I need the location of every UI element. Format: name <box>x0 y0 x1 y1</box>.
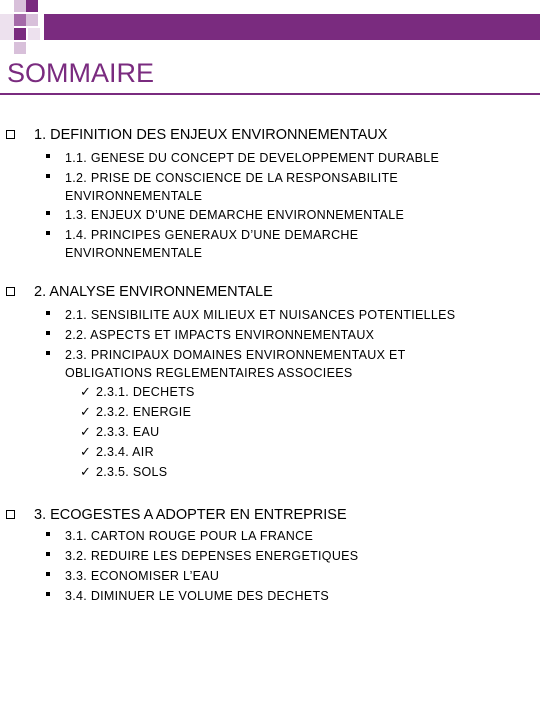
square-bullet-icon <box>6 287 15 296</box>
list-item-label: 3.4. DIMINUER LE VOLUME DES DECHETS <box>65 589 330 603</box>
square-bullet-icon <box>46 532 50 536</box>
list-item-label: 1.3. ENJEUX D’UNE DEMARCHE ENVIRONNEMENTALE <box>65 208 405 222</box>
square-bullet-icon <box>46 552 50 556</box>
checklist-item-label: 2.3.1. DECHETS <box>96 385 195 399</box>
checklist-item-label: 2.3.5. SOLS <box>96 465 168 479</box>
list-item-label: 1.4. PRINCIPES GENERAUX D’UNE DEMARCHE <box>65 228 359 242</box>
list-item-label: 3.3. ECONOMISER L’EAU <box>65 569 220 583</box>
square-bullet-icon <box>46 331 50 335</box>
check-icon: ✓ <box>80 404 91 419</box>
square-bullet-icon <box>46 572 50 576</box>
list-item-label-continued: OBLIGATIONS REGLEMENTAIRES ASSOCIEES <box>65 366 353 380</box>
header-bar <box>0 14 540 40</box>
checklist-item-label: 2.3.4. AIR <box>96 445 154 459</box>
square-bullet-icon <box>6 130 15 139</box>
check-icon: ✓ <box>80 384 91 399</box>
page-title: SOMMAIRE <box>7 58 155 88</box>
list-item-label: 2.3. PRINCIPAUX DOMAINES ENVIRONNEMENTAUX ET <box>65 348 406 362</box>
section-title: 2. ANALYSE ENVIRONNEMENTALE <box>34 284 273 300</box>
square-bullet-icon <box>46 311 50 315</box>
square-bullet-icon <box>46 592 50 596</box>
header-mosaic <box>0 0 540 60</box>
list-item-label: 3.1. CARTON ROUGE POUR LA FRANCE <box>65 529 314 543</box>
list-item-label-continued: ENVIRONNEMENTALE <box>65 246 203 260</box>
square-bullet-icon <box>46 174 50 178</box>
square-bullet-icon <box>46 154 50 158</box>
checklist-item-label: 2.3.3. EAU <box>96 425 160 439</box>
check-icon: ✓ <box>80 424 91 439</box>
list-item-label: 2.1. SENSIBILITE AUX MILIEUX ET NUISANCES POTENTIELLES <box>65 308 456 322</box>
title-divider <box>0 93 540 95</box>
square-bullet-icon <box>46 231 50 235</box>
square-bullet-icon <box>46 211 50 215</box>
list-item-label: 2.2. ASPECTS ET IMPACTS ENVIRONNEMENTAUX <box>65 328 375 342</box>
section-title: 1. DEFINITION DES ENJEUX ENVIRONNEMENTAUX <box>34 127 388 143</box>
list-item-label: 3.2. REDUIRE LES DEPENSES ENERGETIQUES <box>65 549 359 563</box>
square-bullet-icon <box>46 351 50 355</box>
check-icon: ✓ <box>80 444 91 459</box>
list-item-label-continued: ENVIRONNEMENTALE <box>65 189 203 203</box>
list-item-label: 1.1. GENESE DU CONCEPT DE DEVELOPPEMENT DURABLE <box>65 151 440 165</box>
list-item-label: 1.2. PRISE DE CONSCIENCE DE LA RESPONSABILITE <box>65 171 399 185</box>
checklist-item-label: 2.3.2. ENERGIE <box>96 405 192 419</box>
section-title: 3. ECOGESTES A ADOPTER EN ENTREPRISE <box>34 507 347 523</box>
square-bullet-icon <box>6 510 15 519</box>
check-icon: ✓ <box>80 464 91 479</box>
